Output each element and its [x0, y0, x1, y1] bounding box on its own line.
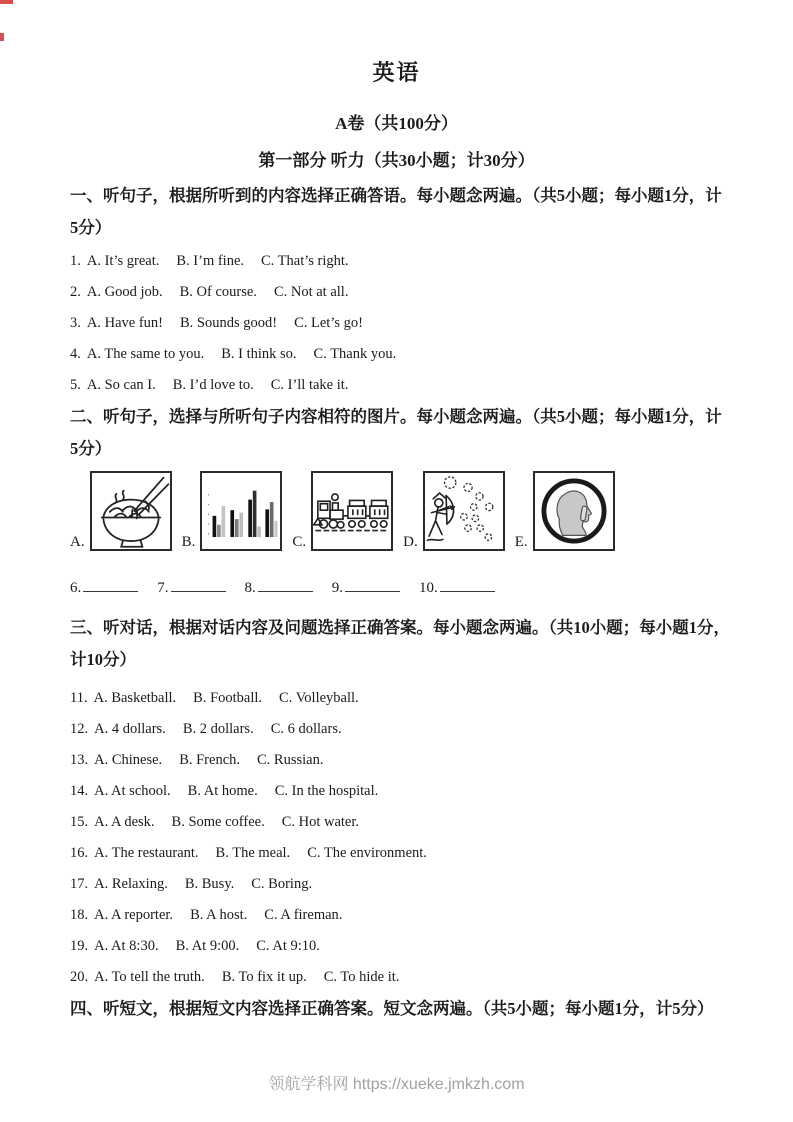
answer-blanks-row [70, 578, 723, 598]
question-number: 13. [70, 752, 89, 768]
blank-underline [83, 586, 138, 592]
section-3-title-line-1: 三、听对话，根据对话内容及问题选择正确答案。每小题念两遍。（共10小题；每小题1分， [70, 618, 730, 637]
question-number: 2. [70, 284, 81, 300]
keep-quiet-sign-image [533, 471, 615, 551]
archer-shooting-suns-icon [425, 473, 503, 549]
exam-subtitle: A卷（共100分） [335, 114, 458, 133]
option-b: B. Busy. [184, 876, 235, 892]
option-b: B. Some coffee. [171, 814, 265, 830]
option-c: C. Not at all. [273, 284, 349, 300]
option-b: B. I think so. [221, 346, 297, 362]
watermark-footer: 领航学科网 https://xueke.jmkzh.com [268, 1076, 525, 1093]
part-one-header: 第一部分 听力（共30小题；计30分） [258, 151, 535, 170]
blank-underline [171, 586, 226, 592]
option-c: C. To hide it. [323, 969, 400, 985]
train-image [311, 471, 393, 551]
figure-c-label: C. [292, 534, 307, 550]
noodle-bowl-icon [92, 473, 170, 549]
question-row-3 [70, 308, 723, 339]
option-b: B. I’m fine. [176, 253, 245, 269]
question-row-2 [70, 277, 723, 308]
option-c: C. In the hospital. [274, 783, 379, 799]
option-a: A. The same to you. [86, 346, 205, 362]
option-b: B. A host. [190, 907, 248, 923]
question-number: 17. [70, 876, 89, 892]
question-number: 19. [70, 938, 89, 954]
option-b: B. To fix it up. [221, 969, 307, 985]
question-row-18 [70, 900, 723, 931]
answer-blank-8 [245, 578, 313, 598]
blank-number: 8. [244, 580, 256, 596]
option-a: A. Good job. [86, 284, 163, 300]
blank-underline [258, 586, 313, 592]
option-c: C. The environment. [307, 845, 427, 861]
question-number: 5. [70, 377, 81, 393]
question-row-16 [70, 838, 723, 869]
blank-number: 7. [157, 580, 169, 596]
option-a: A. At 8:30. [94, 938, 159, 954]
section-3 [70, 612, 730, 993]
option-b: B. Sounds good! [179, 315, 278, 331]
figure-c [292, 471, 393, 551]
question-number: 11. [70, 690, 88, 706]
option-a: A. Basketball. [93, 690, 177, 706]
figure-a-label: A. [70, 534, 85, 550]
noodle-bowl-image [90, 471, 172, 551]
option-a: A. A desk. [94, 814, 155, 830]
exam-title: 英语 [372, 60, 421, 85]
bar-chart-icon [202, 473, 280, 549]
question-number: 3. [70, 315, 81, 331]
option-a: A. The restaurant. [94, 845, 199, 861]
answer-blank-9 [332, 578, 400, 598]
question-number: 16. [70, 845, 89, 861]
option-c: C. Russian. [257, 752, 324, 768]
option-a: A. It’s great. [86, 253, 160, 269]
question-row-15 [70, 807, 723, 838]
bar-chart-image [200, 471, 282, 551]
figure-d [403, 471, 505, 551]
option-c: C. 6 dollars. [270, 721, 342, 737]
section-1-title-line-2: 5分） [70, 218, 112, 237]
option-a: A. 4 dollars. [94, 721, 166, 737]
figure-a [70, 471, 172, 551]
question-row-17 [70, 869, 723, 900]
question-number: 4. [70, 346, 81, 362]
blank-underline [440, 586, 495, 592]
option-a: A. To tell the truth. [94, 969, 205, 985]
section-3-questions [70, 683, 723, 993]
red-stamp-fragment-left [0, 33, 4, 41]
section-1-questions [70, 246, 723, 401]
figure-e [515, 471, 615, 551]
blank-number: 6. [70, 580, 82, 596]
option-b: B. I’d love to. [172, 377, 254, 393]
question-row-20 [70, 962, 723, 993]
figure-d-label: D. [403, 534, 418, 550]
option-c: C. That’s right. [261, 253, 349, 269]
section-2-title-line-2: 5分） [70, 439, 112, 458]
option-c: C. Let’s go! [294, 315, 363, 331]
option-a: A. A reporter. [94, 907, 174, 923]
picture-options-row [70, 471, 723, 551]
option-c: C. A fireman. [264, 907, 343, 923]
section-4-title: 四、听短文，根据短文内容选择正确答案。短文念两遍。（共5小题；每小题1分，计5分） [70, 999, 714, 1018]
option-b: B. Football. [193, 690, 263, 706]
answer-blank-7 [157, 578, 225, 598]
section-4 [70, 993, 723, 1025]
question-row-1 [70, 246, 723, 277]
blank-number: 9. [331, 580, 343, 596]
option-c: C. Thank you. [313, 346, 397, 362]
figure-b-label: B. [181, 534, 196, 550]
option-b: B. 2 dollars. [182, 721, 254, 737]
question-row-19 [70, 931, 723, 962]
figure-e-label: E. [514, 534, 528, 550]
question-number: 1. [70, 253, 81, 269]
option-c: C. At 9:10. [256, 938, 320, 954]
answer-blank-6 [70, 578, 138, 598]
option-b: B. At 9:00. [175, 938, 240, 954]
question-number: 14. [70, 783, 89, 799]
option-a: A. Chinese. [94, 752, 163, 768]
question-number: 12. [70, 721, 89, 737]
option-c: C. Hot water. [281, 814, 360, 830]
archer-shooting-suns-image [423, 471, 505, 551]
question-row-11 [70, 683, 723, 714]
option-c: C. Boring. [251, 876, 313, 892]
section-1-title-line-1: 一、听句子，根据所听到的内容选择正确答语。每小题念两遍。（共5小题；每小题1分，计 [70, 186, 722, 205]
answer-blank-10 [419, 578, 495, 598]
keep-quiet-sign-icon [535, 473, 613, 549]
section-3-title-line-2: 计10分） [70, 650, 136, 669]
option-c: C. Volleyball. [279, 690, 359, 706]
train-icon [313, 473, 391, 549]
option-a: A. At school. [94, 783, 171, 799]
question-number: 15. [70, 814, 89, 830]
blank-underline [345, 586, 400, 592]
section-1 [70, 180, 723, 401]
question-number: 18. [70, 907, 89, 923]
option-b: B. Of course. [179, 284, 257, 300]
question-row-13 [70, 745, 723, 776]
option-b: B. French. [179, 752, 240, 768]
blank-number: 10. [419, 580, 438, 596]
question-number: 20. [70, 969, 89, 985]
section-2 [70, 401, 723, 598]
red-stamp-fragment-top [0, 0, 13, 4]
option-a: A. Relaxing. [94, 876, 168, 892]
figure-b [182, 471, 283, 551]
question-row-14 [70, 776, 723, 807]
question-row-12 [70, 714, 723, 745]
question-row-4 [70, 339, 723, 370]
option-c: C. I’ll take it. [270, 377, 349, 393]
option-b: B. At home. [187, 783, 258, 799]
option-b: B. The meal. [215, 845, 291, 861]
question-row-5 [70, 370, 723, 401]
section-2-title-line-1: 二、听句子，选择与所听句子内容相符的图片。每小题念两遍。（共5小题；每小题1分，计 [70, 407, 722, 426]
option-a: A. So can I. [86, 377, 156, 393]
option-a: A. Have fun! [86, 315, 163, 331]
